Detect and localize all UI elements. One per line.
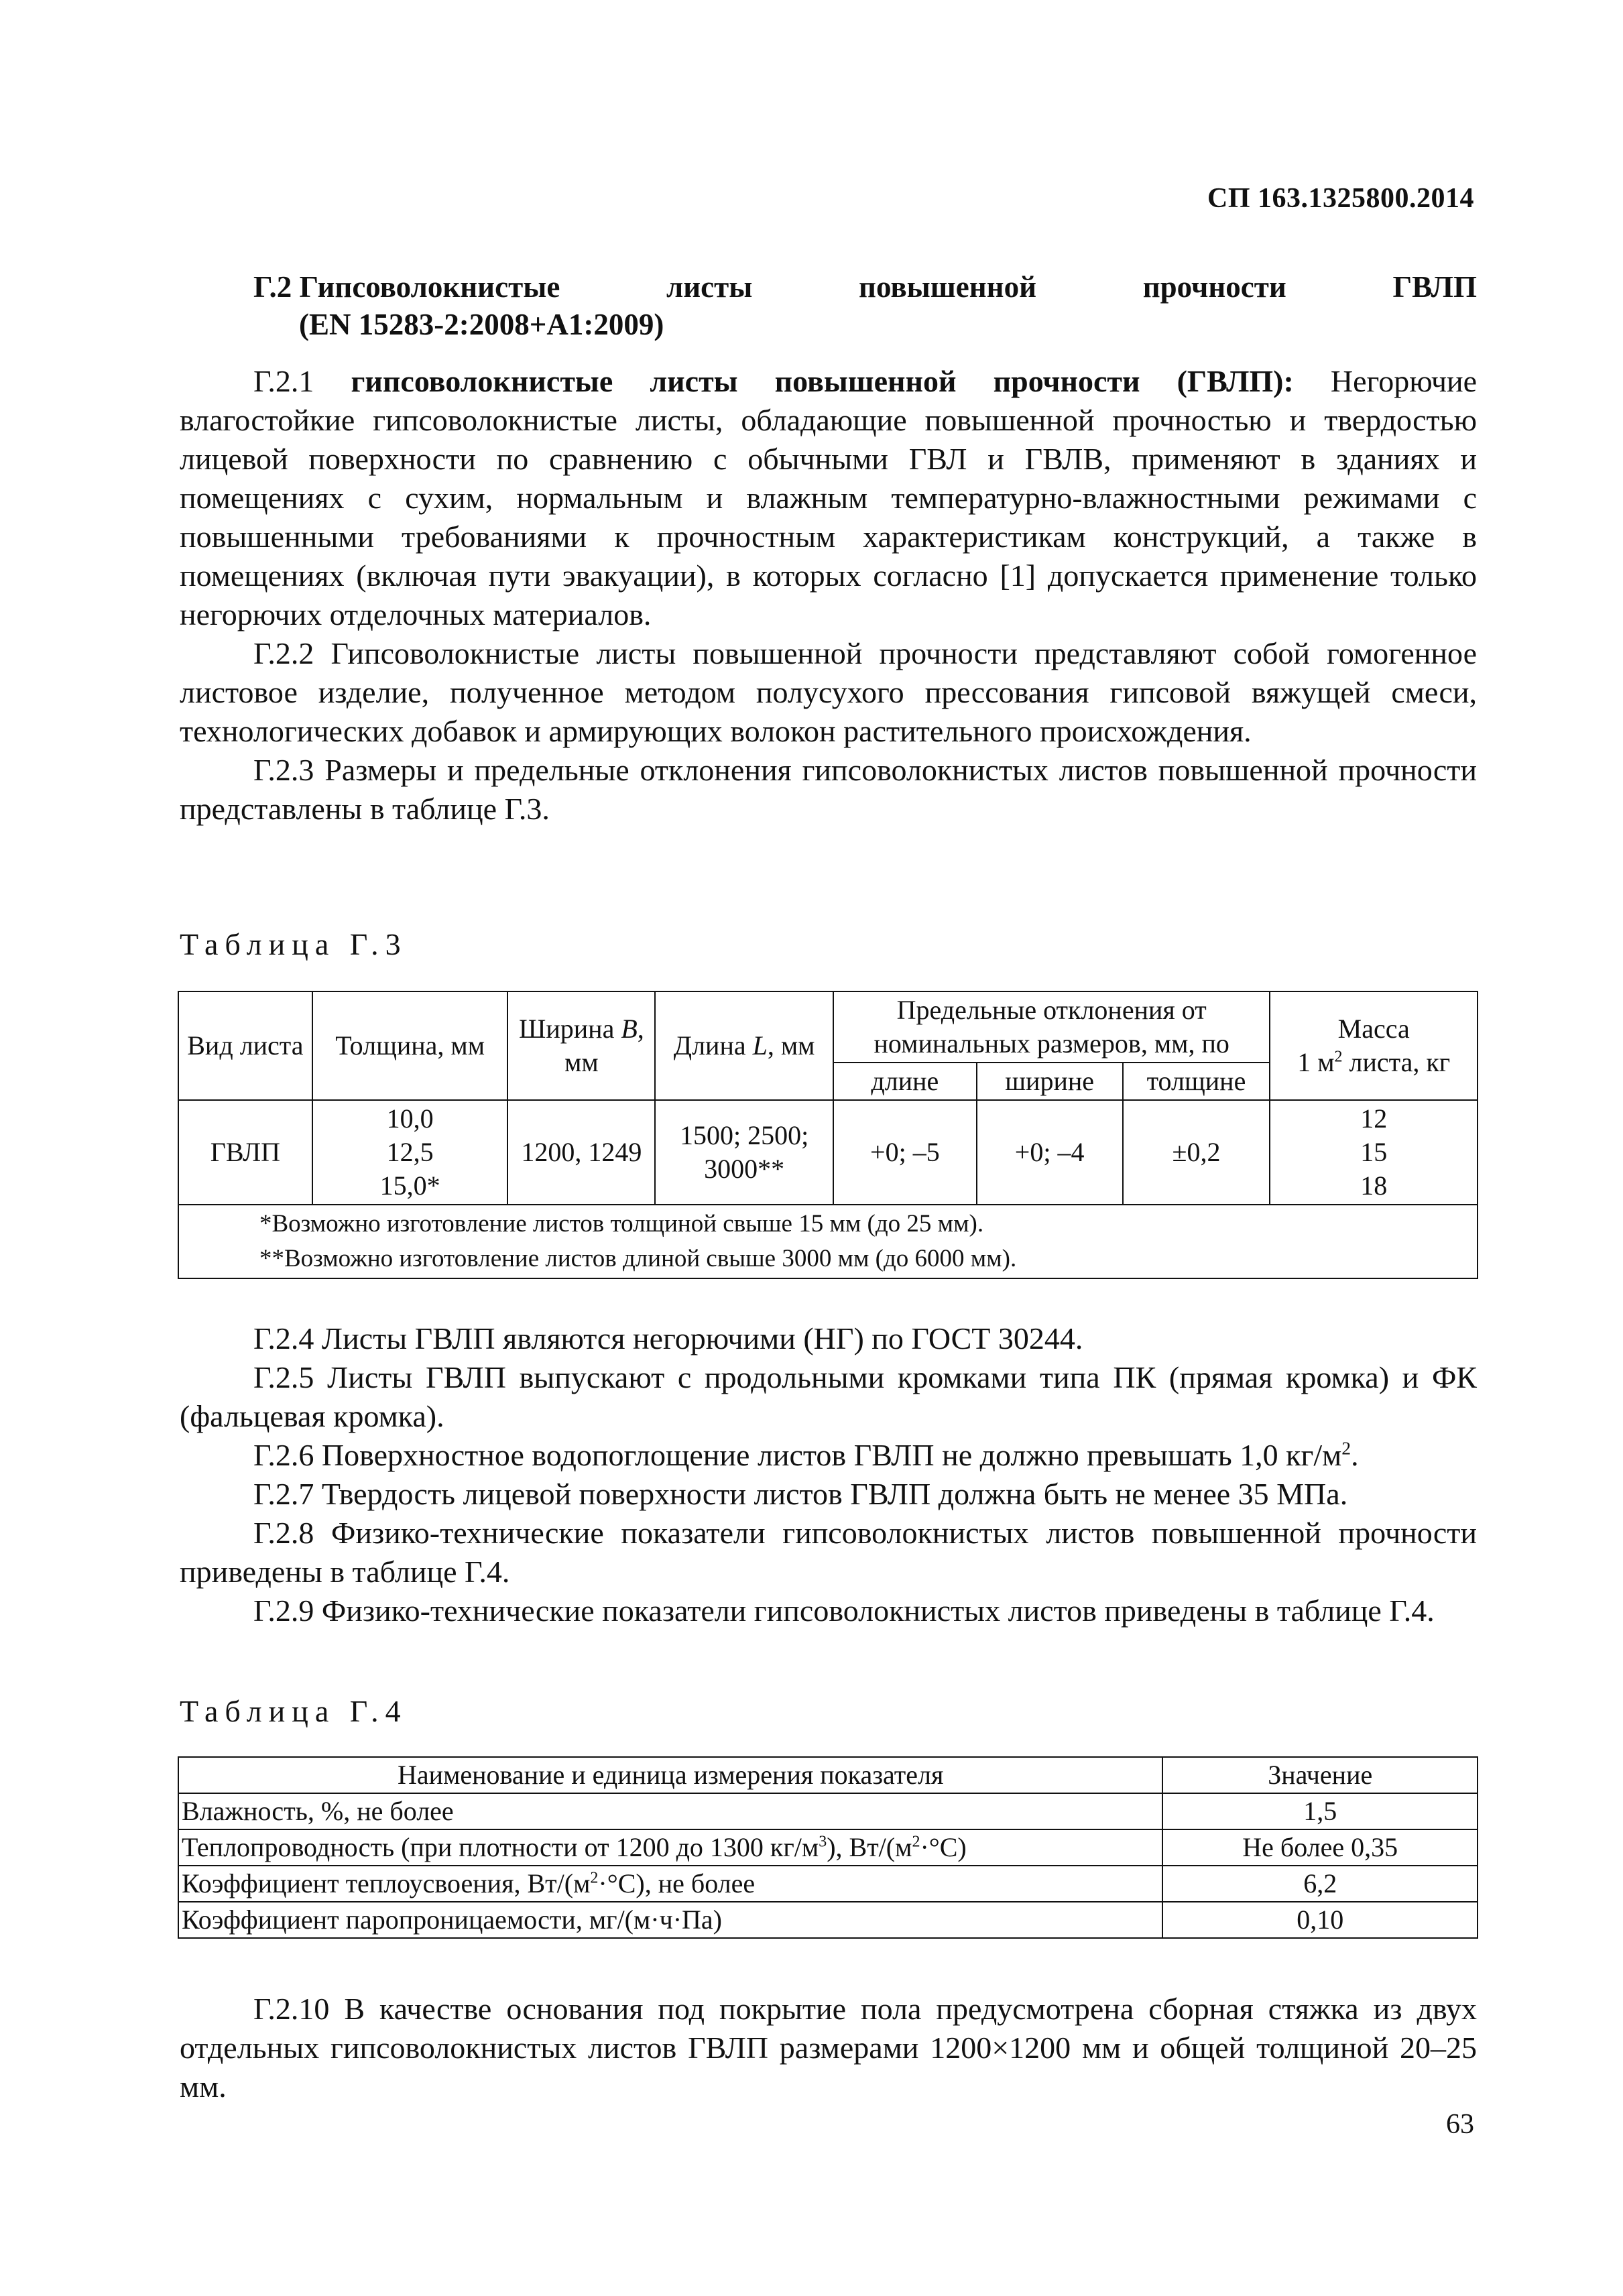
header-dev-width: ширине (977, 1063, 1123, 1100)
paragraph-number: Г.2.1 (253, 364, 351, 398)
heading-word: ГВЛП (1392, 270, 1477, 304)
table-header-row (178, 1757, 1478, 1793)
cell-sheet-type: ГВЛП (178, 1100, 312, 1205)
cell-indicator-name: Коэффициент паропроницаемости, мг/(м·ч·Па) (178, 1902, 1162, 1938)
table-row (178, 1100, 1478, 1205)
cell-value: 1,5 (1162, 1793, 1478, 1829)
table-g3 (178, 991, 1478, 1279)
table-g4-caption: Таблица Г.4 (180, 1694, 408, 1728)
table-notes-row (178, 1205, 1478, 1278)
header-dev-length: длине (833, 1063, 977, 1100)
table-header-row (178, 991, 1478, 1063)
cell-length: 1500; 2500; 3000** (655, 1100, 833, 1205)
paragraph-2-1 (180, 362, 1477, 634)
table-g4 (178, 1756, 1478, 1939)
table-row (178, 1866, 1478, 1902)
heading-word: Г.2 Гипсоволокнистые (253, 270, 560, 304)
cell-indicator-name: Влажность, %, не более (178, 1793, 1162, 1829)
paragraph-2-9: Г.2.9 Физико-технические показатели гипсоволокнистых листов приведены в таблице Г.4. (253, 1593, 1435, 1628)
table-notes (178, 1205, 1478, 1278)
header-deviations: Предельные отклонения от номинальных размеров, мм, по (833, 991, 1270, 1063)
paragraph-2-7: Г.2.7 Твердость лицевой поверхности листов ГВЛП должна быть не менее 35 МПа. (253, 1477, 1348, 1511)
cell-indicator-name: Теплопроводность (при плотности от 1200 до 1300 $кг/м^3$), $Вт/(м^2\cdot^\circ С)$ (178, 1829, 1162, 1866)
document-code-header: СП 163.1325800.2014 (1207, 183, 1474, 214)
header-length: Длина L, мм (655, 991, 833, 1100)
table-note: *Возможно изготовление листов толщиной свыше 15 мм (до 25 мм). (259, 1210, 984, 1237)
section-heading (253, 268, 1477, 343)
cell-value: Не более 0,35 (1162, 1829, 1478, 1866)
paragraph-text: Негорючие влагостойкие гипсоволокнистые листы, обладающие повышенной прочностью и твердостью лицевой поверхности по сравнению с обычными ГВЛ и ГВЛВ, применяют в зданиях и помещениях с сухим, нормальным и влажным температурно-влажностными режимами с повышенными требованиями к прочностным характеристикам конструкций, а также в помещениях (включая пути эвакуации), в которых согласно [1] допускается применение только негорючих отделочных материалов. (180, 364, 1478, 631)
cell-dev-length: +0; –5 (833, 1100, 977, 1205)
paragraph-2-10: Г.2.10 В качестве основания под покрытие пола предусмотрена сборная стяжка из двух отдельных гипсоволокнистых листов ГВЛП размерами 1200×1200 мм и общей толщиной 20–25 мм. (180, 1992, 1477, 2104)
intro-paragraphs (180, 362, 1477, 829)
header-thickness: Толщина, мм (312, 991, 508, 1100)
heading-word: прочности (1142, 270, 1286, 304)
section-heading-line-2: (EN 15283-2:2008+A1:2009) (299, 308, 664, 341)
cell-value: 0,10 (1162, 1902, 1478, 1938)
middle-paragraphs (180, 1319, 1477, 1630)
page-number: 63 (1446, 2109, 1474, 2140)
cell-thickness: 10,0 12,5 15,0* (312, 1100, 508, 1205)
cell-mass: 12 15 18 (1270, 1100, 1478, 1205)
header-indicator-name: Наименование и единица измерения показателя (178, 1757, 1162, 1793)
header-sheet-type: Вид листа (178, 991, 312, 1100)
paragraph-2-5: Г.2.5 Листы ГВЛП выпускают с продольными кромками типа ПК (прямая кромка) и ФК (фальцевая кромка). (180, 1360, 1477, 1433)
table-g3-caption: Таблица Г.3 (180, 927, 408, 961)
paragraph-2-8: Г.2.8 Физико-технические показатели гипсоволокнистых листов повышенной прочности приведены в таблице Г.4. (180, 1516, 1477, 1589)
paragraph-2-6: Г.2.6 Поверхностное водопоглощение листов ГВЛП не должно превышать 1,0 $кг/м^2$. (253, 1437, 1359, 1472)
header-width: Ширина B, мм (507, 991, 655, 1100)
cell-indicator-name: Коэффициент теплоусвоения, $Вт/(м^2\cdot^\circ С)$, не более (178, 1866, 1162, 1902)
heading-word: листы (666, 270, 753, 304)
paragraph-2-4: Г.2.4 Листы ГВЛП являются негорючими (НГ) по ГОСТ 30244. (253, 1321, 1083, 1355)
table-row (178, 1829, 1478, 1866)
defined-term: гипсоволокнистые листы повышенной прочности (ГВЛП): (351, 364, 1294, 398)
table-note: **Возможно изготовление листов длиной свыше 3000 мм (до 6000 мм). (259, 1245, 1017, 1272)
cell-value: 6,2 (1162, 1866, 1478, 1902)
header-dev-thickness: толщине (1123, 1063, 1270, 1100)
cell-dev-thickness: ±0,2 (1123, 1100, 1270, 1205)
cell-dev-width: +0; –4 (977, 1100, 1123, 1205)
heading-word: повышенной (859, 270, 1037, 304)
header-mass: Масса 1 $м^2$ листа, кг (1270, 991, 1478, 1100)
table-row (178, 1902, 1478, 1938)
paragraph-2-3: Г.2.3 Размеры и предельные отклонения гипсоволокнистых листов повышенной прочности представлены в таблице Г.3. (180, 753, 1477, 826)
closing-paragraphs (180, 1990, 1477, 2106)
cell-width: 1200, 1249 (507, 1100, 655, 1205)
table-row (178, 1793, 1478, 1829)
section-heading-line-1 (253, 268, 1477, 306)
header-value: Значение (1162, 1757, 1478, 1793)
paragraph-2-2: Г.2.2 Гипсоволокнистые листы повышенной прочности представляют собой гомогенное листовое изделие, полученное методом полусухого прессования гипсовой вяжущей смеси, технологических добавок и армирующих волокон растительного происхождения. (180, 636, 1477, 748)
